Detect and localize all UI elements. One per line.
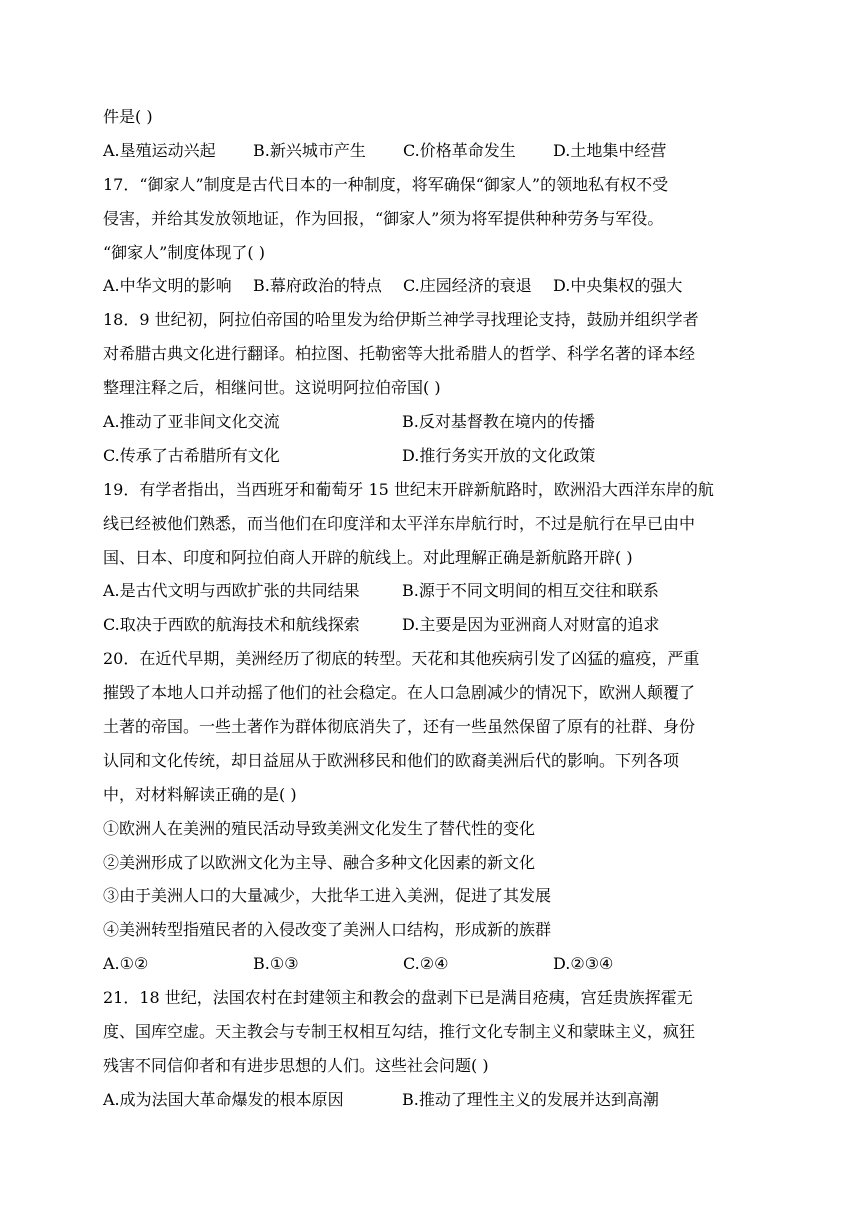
q20-statement-3: ③由于美洲人口的大量减少，大批华工进入美洲，促进了其发展 [103, 886, 552, 906]
q18-stem-line-1: 18．9 世纪初，阿拉伯帝国的哈里发为给伊斯兰神学寻找理论支持，鼓励并组织学者 [103, 310, 699, 330]
q18-stem-line-3: 整理注释之后，相继问世。这说明阿拉伯帝国( ) [103, 378, 441, 398]
q19-option-a: A.是古代文明与西欧扩张的共同结果 [103, 581, 360, 601]
q19-option-d: D.主要是因为亚洲商人对财富的追求 [402, 615, 660, 635]
exam-page [103, 100, 773, 1117]
q20-option-d: D.②③④ [553, 954, 614, 974]
q19-option-c: C.取决于西欧的航海技术和航线探索 [103, 615, 360, 635]
q16-option-d: D.土地集中经营 [553, 140, 667, 160]
q20-options [103, 947, 773, 981]
q16-options [103, 134, 773, 168]
q17-option-d: D.中央集权的强大 [553, 276, 683, 296]
q21-stem-line-2: 度、国库空虚。天主教会与专制王权相互勾结，推行文化专制主义和蒙昧主义，疯狂 [103, 1022, 696, 1042]
q20-stem-line-1: 20．在近代早期，美洲经历了彻底的转型。天花和其他疾病引发了凶猛的瘟疫，严重 [103, 649, 700, 669]
q20-option-b: B.①③ [253, 954, 299, 974]
q17-stem-line-2: 侵害，并给其发放领地证，作为回报，“御家人”须为将军提供种种劳务与军役。 [103, 208, 664, 228]
q16-option-c: C.价格革命发生 [403, 140, 516, 160]
q18-stem-line-2: 对希腊古典文化进行翻译。柏拉图、托勒密等大批希腊人的哲学、科学名著的译本经 [103, 344, 696, 364]
q19-option-b: B.源于不同文明间的相互交往和联系 [402, 581, 659, 601]
q17-options [103, 269, 773, 303]
q21-option-b: B.推动了理性主义的发展并达到高潮 [402, 1089, 659, 1109]
q16-option-b: B.新兴城市产生 [253, 140, 366, 160]
q20-stem-line-4: 认同和文化传统，却日益屈从于欧洲移民和他们的欧裔美洲后代的影响。下列各项 [103, 750, 680, 770]
q20-statement-2: ②美洲形成了以欧洲文化为主导、融合多种文化因素的新文化 [103, 852, 536, 872]
q18-option-b: B.反对基督教在境内的传播 [402, 412, 595, 432]
q19-stem-line-1: 19．有学者指出，当西班牙和葡萄牙 15 世纪末开辟新航路时，欧洲沿大西洋东岸的航 [103, 479, 714, 499]
q21-stem-line-3: 残害不同信仰者和有进步思想的人们。这些社会问题( ) [103, 1055, 489, 1075]
q18-option-c: C.传承了古希腊所有文化 [103, 445, 280, 465]
q21-options-row-1 [103, 1083, 773, 1117]
q20-stem-line-5: 中，对材料解读正确的是( ) [103, 784, 297, 804]
q18-options-row-2 [103, 439, 773, 473]
q20-option-a: A.①② [103, 954, 149, 974]
q18-options-row-1 [103, 405, 773, 439]
q17-option-a: A.中华文明的影响 [103, 276, 232, 296]
q17-option-b: B.幕府政治的特点 [253, 276, 382, 296]
q21-option-a: A.成为法国大革命爆发的根本原因 [103, 1089, 344, 1109]
q20-option-c: C.②④ [403, 954, 449, 974]
q21-stem-line-1: 21．18 世纪，法国农村在封建领主和教会的盘剥下已是满目疮痍，宫廷贵族挥霍无 [103, 988, 693, 1008]
q20-statement-1: ①欧洲人在美洲的殖民活动导致美洲文化发生了替代性的变化 [103, 818, 536, 838]
q20-stem-line-3: 土著的帝国。一些土著作为群体彻底消失了，还有一些虽然保留了原有的社群、身份 [103, 717, 696, 737]
q16-stem-tail: 件是( ) [103, 107, 153, 126]
q20-statement-4: ④美洲转型指殖民者的入侵改变了美洲人口结构，形成新的族群 [103, 920, 552, 940]
q17-option-c: C.庄园经济的衰退 [403, 276, 532, 296]
q19-options-row-1 [103, 574, 773, 608]
q19-stem-line-3: 国、日本、印度和阿拉伯商人开辟的航线上。对此理解正确是新航路开辟( ) [103, 547, 633, 567]
q19-stem-line-2: 线已经被他们熟悉，而当他们在印度洋和太平洋东岸航行时，不过是航行在早已由中 [103, 513, 696, 533]
q18-option-a: A.推动了亚非间文化交流 [103, 412, 280, 432]
q16-option-a: A.垦殖运动兴起 [103, 140, 216, 160]
q18-option-d: D.推行务实开放的文化政策 [402, 445, 596, 465]
q17-stem-line-1: 17．“御家人”制度是古代日本的一种制度，将军确保“御家人”的领地私有权不受 [103, 174, 669, 194]
q20-stem-line-2: 摧毁了本地人口并动摇了他们的社会稳定。在人口急剧减少的情况下，欧洲人颠覆了 [103, 683, 696, 703]
q19-options-row-2 [103, 608, 773, 642]
q17-stem-line-3: “御家人”制度体现了( ) [103, 242, 265, 262]
